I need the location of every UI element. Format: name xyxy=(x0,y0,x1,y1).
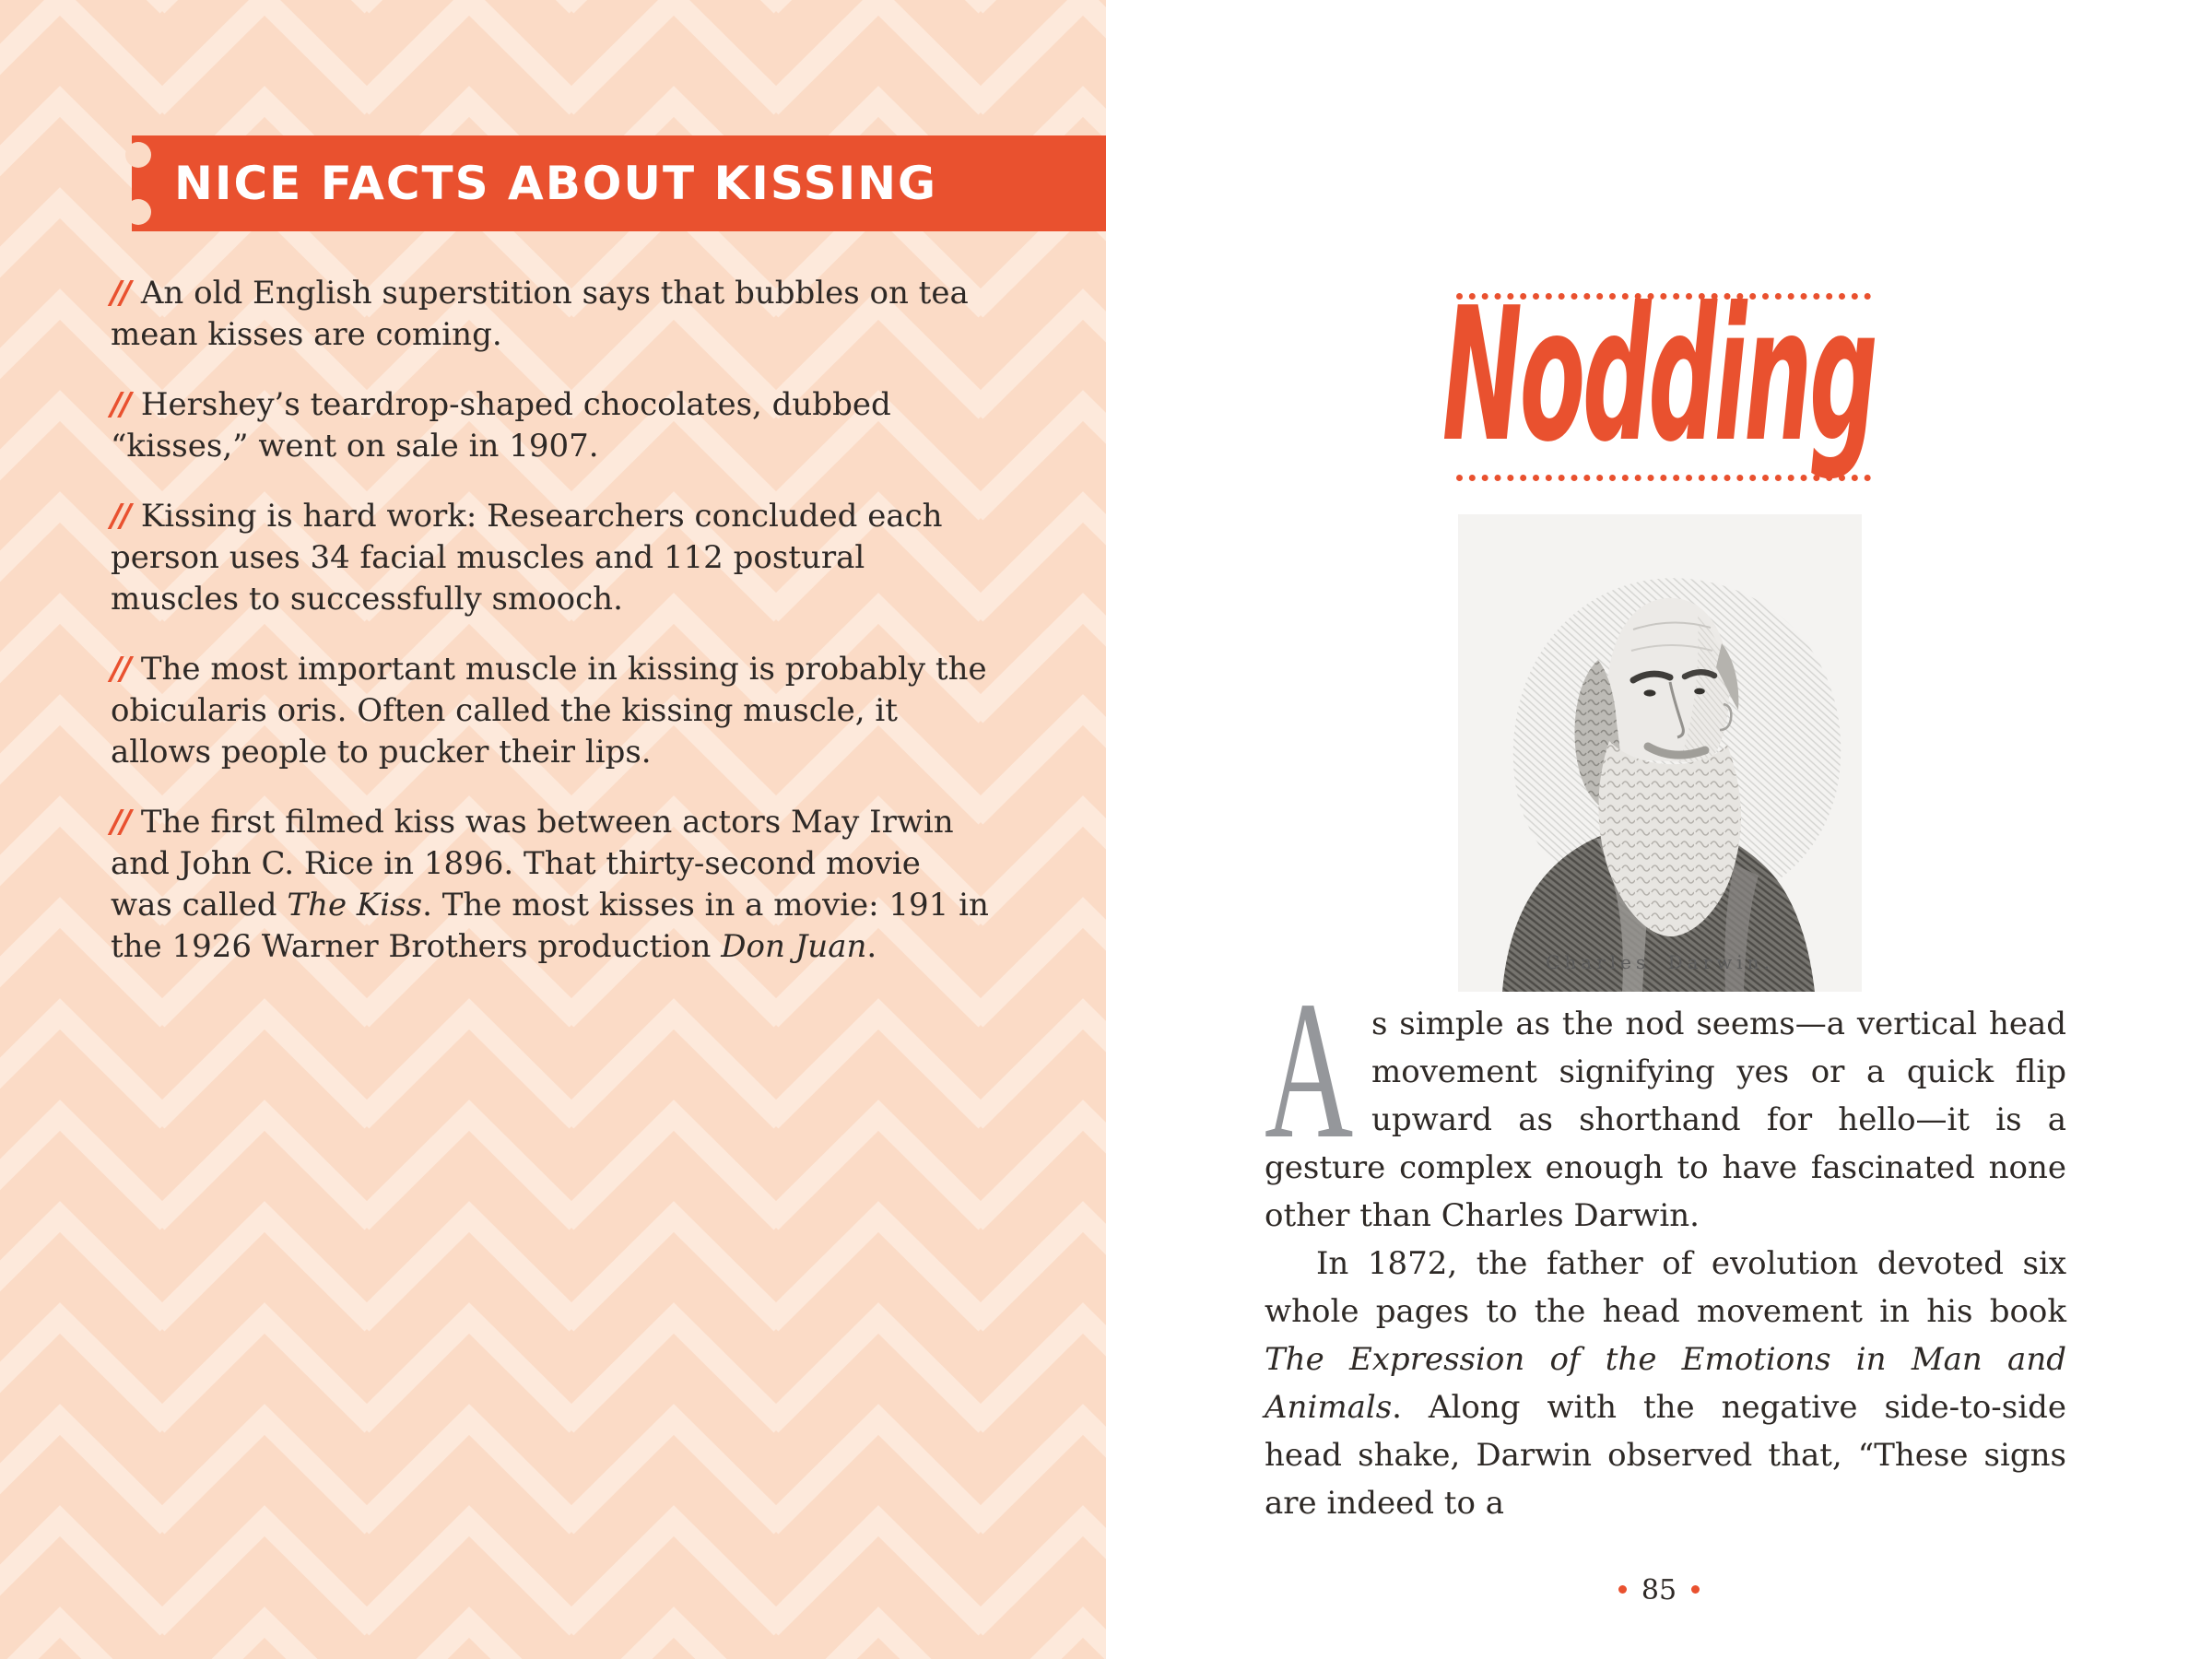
banner-notch-bottom xyxy=(125,199,151,225)
fact-text: Hershey’s teardrop-shaped chocolates, dubbed “kisses,” went on sale in 1907. xyxy=(111,386,891,465)
darwin-portrait-engraving xyxy=(1458,514,1862,992)
paragraph-first xyxy=(1265,959,2066,1240)
banner-notch-top xyxy=(125,142,151,168)
banner-title: NICE FACTS ABOUT KISSING xyxy=(174,157,938,210)
right-page xyxy=(1106,0,2212,1659)
page-number: 85 xyxy=(1641,1574,1677,1606)
fact-marker: // xyxy=(111,275,130,312)
fact-item xyxy=(111,273,991,356)
figure-caption: Charles Darwin. xyxy=(1546,951,1774,973)
fact-text: An old English superstition says that bubbles on tea mean kisses are coming. xyxy=(111,275,969,353)
body-text xyxy=(1265,959,2066,1527)
fact-item xyxy=(111,496,991,620)
fact-item xyxy=(111,384,991,467)
chapter-title-text: Nodding xyxy=(1442,268,1876,483)
chapter-banner xyxy=(132,135,1106,231)
fact-text: The first filmed kiss was between actors May Irwin and John C. Rice in 1896. That thirty-second movie was called The Kiss. The most kisses in a movie: 191 in the 1926 Warner Brothers production Don Juan. xyxy=(111,804,989,965)
folio-dot-left xyxy=(1618,1585,1627,1594)
fact-item xyxy=(111,649,991,773)
fact-marker: // xyxy=(111,386,130,423)
fact-marker: // xyxy=(111,804,130,841)
fact-marker: // xyxy=(111,651,130,688)
fact-text: Kissing is hard work: Researchers concluded each person uses 34 facial muscles and 112 postural muscles to successfully smooch. xyxy=(111,498,943,618)
page-number-row xyxy=(1106,1574,2212,1606)
fact-item xyxy=(111,802,991,968)
paragraph-second xyxy=(1265,1240,2066,1527)
paragraph-text: s simple as the nod seems—a vertical head movement signifying yes or a quick flip upward as shorthand for hello—it is a gesture complex enough to have fascinated none other than Charles Darwin. xyxy=(1265,1006,2066,1234)
fact-text: The most important muscle in kissing is probably the obicularis oris. Often called the kissing muscle, it allows people to pucker their lips. xyxy=(111,651,987,771)
chapter-title xyxy=(1106,268,2212,483)
folio-dot-right xyxy=(1691,1585,1700,1594)
paragraph-text: In 1872, the father of evolution devoted six whole pages to the head movement in his book The Expression of the Emotions in Man and Animals. Along with the negative side-to-side head shake, Darwin observed that, “These signs are indeed to a xyxy=(1265,1245,2066,1522)
dropcap-letter: A xyxy=(1265,959,1354,1180)
facts-list xyxy=(111,273,991,996)
fact-marker: // xyxy=(111,498,130,535)
darwin-figure xyxy=(1458,514,1862,992)
